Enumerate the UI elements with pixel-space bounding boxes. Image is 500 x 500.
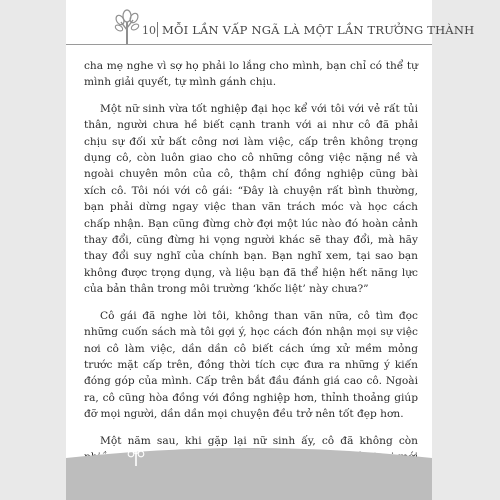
running-title: MỖI LẦN VẤP NGÃ LÀ MỘT LẦN TRƯỞNG THÀNH <box>162 23 475 37</box>
paragraph: Một năm sau, khi gặp lại nữ sinh ấy, cô đã không còn <box>100 434 418 447</box>
tree-icon <box>116 8 138 44</box>
body-text <box>84 58 418 492</box>
header-separator <box>157 22 158 37</box>
paragraph: Cô gái đã nghe lời tôi, không than vãn nữa, cô tìm đọc những cuốn sách mà tôi gợi ý, học cách đón nhận mọi sự việc nơi cô làm việc, dần dần cô biết cách ứng xử mềm mỏng trước mặt cấp trên, đồng thời tích cực đưa ra những ý kiến đóng góp của mình. Cấp trên bắt đầu đánh giá cao cô. Ngoài ra, cô cũng hòa đồng với đồng nghiệp hơn, thỉnh thoảng giúp đỡ mọi người, dần dần mọi chuyện đều trở nên tốt đẹp hơn. <box>84 309 418 421</box>
paragraph: cha mẹ nghe vì sợ họ phải lo lắng cho mình, bạn chỉ có thể tự mình giải quyết, tự mình gánh chịu. <box>84 60 418 89</box>
page-header <box>66 6 475 48</box>
paragraph: Một nữ sinh vừa tốt nghiệp đại học kể với tôi với vẻ rất tủi thân, người chưa hề biết cạnh tranh với ai như cô đã phải chịu sự đối xử bất công nơi làm việc, cấp trên không trọng dụng cô, còn luôn giao cho cô những công việc nặng nề và ngoài chuyên môn của cô, thậm chí đồng nghiệp cũng bài xích cô. Tôi nói với cô gái: “Đây là chuyện rất bình thường, bạn phải dừng ngay việc than vãn trách móc và học cách chấp nhận. Bạn cũng đừng chờ đợi một lúc nào đó hoàn cảnh thay đổi, cũng đừng hi vọng người khác sẽ thay đổi, mà hãy thay đổi suy nghĩ của chính bạn. Bạn nghĩ xem, tại sao bạn không được trọng dụng, và liệu bạn đã thể hiện hết năng lực của bản thân trong môi trường ‘khốc liệt’ này chưa?” <box>84 102 418 296</box>
footer-hill-decoration <box>66 444 432 500</box>
page-number: 10 <box>142 24 156 37</box>
header-divider <box>66 44 432 45</box>
book-page <box>66 0 475 500</box>
